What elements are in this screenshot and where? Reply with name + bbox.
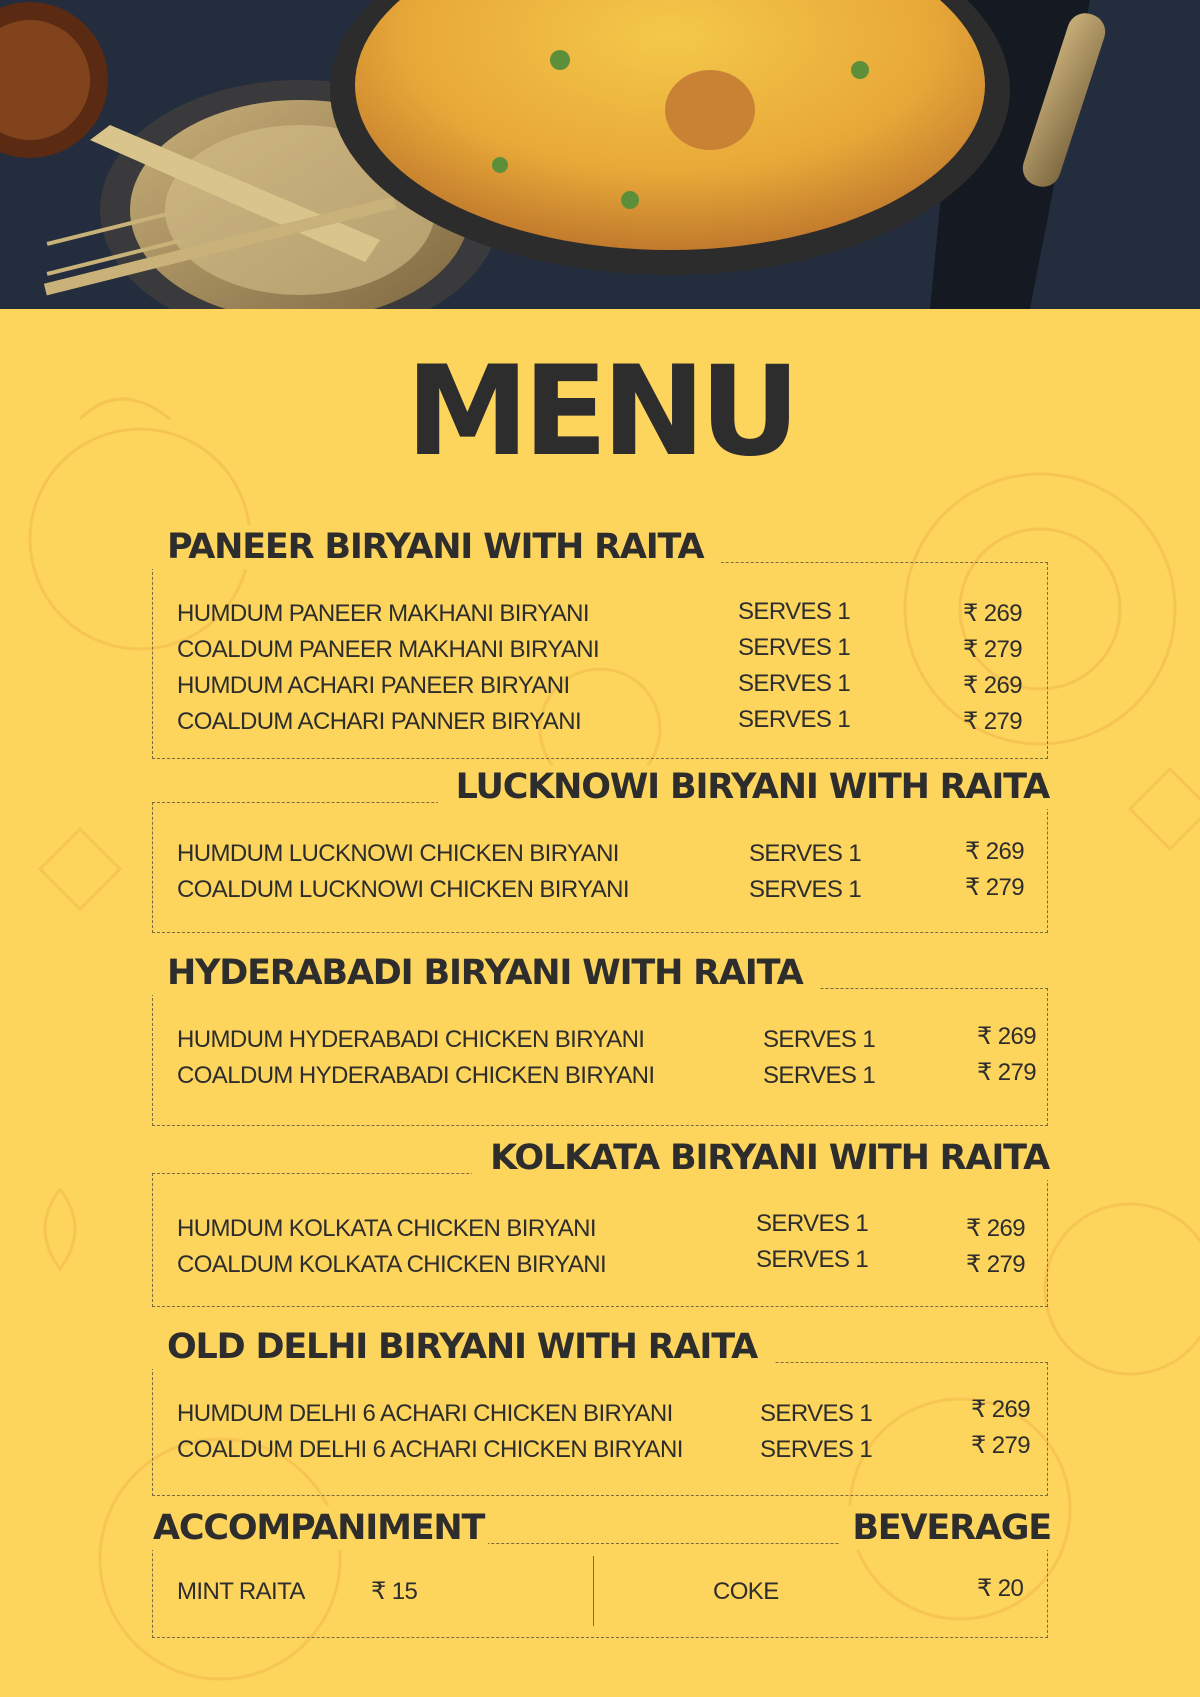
menu-item: [153, 1212, 1049, 1246]
beverage-item-price: ₹ 20: [977, 1575, 1024, 1602]
menu-item: [153, 1433, 1049, 1467]
item-serves: SERVES 1: [738, 634, 851, 661]
section-hyderabadi-biryani: [152, 953, 1048, 1126]
menu-item: [153, 1575, 1049, 1609]
item-price: ₹ 269: [966, 1215, 1025, 1242]
menu-item: [153, 1059, 1049, 1093]
menu-item: [153, 873, 1049, 907]
item-serves: SERVES 1: [738, 670, 851, 697]
item-serves: SERVES 1: [738, 706, 851, 733]
accompaniment-item-price: ₹ 15: [371, 1578, 418, 1605]
menu-item: [153, 1397, 1049, 1431]
beverage-title: BEVERAGE: [840, 1506, 1051, 1550]
menu-item: [153, 597, 1049, 631]
item-serves: SERVES 1: [763, 1026, 876, 1053]
section-title: LUCKNOWI BIRYANI WITH RAITA: [438, 765, 1059, 809]
item-price: ₹ 279: [977, 1059, 1036, 1086]
item-name: COALDUM HYDERABADI CHICKEN BIRYANI: [177, 1062, 655, 1089]
section-title: KOLKATA BIRYANI WITH RAITA: [472, 1136, 1059, 1180]
biryani-photo: [0, 0, 1200, 309]
item-name: COALDUM ACHARI PANNER BIRYANI: [177, 708, 582, 735]
item-price: ₹ 279: [963, 636, 1022, 663]
item-price: ₹ 269: [965, 838, 1024, 865]
menu-item: [153, 1248, 1049, 1282]
section-title: HYDERABADI BIRYANI WITH RAITA: [149, 951, 820, 995]
item-name: HUMDUM DELHI 6 ACHARI CHICKEN BIRYANI: [177, 1400, 673, 1427]
menu-item: [153, 1023, 1049, 1057]
item-name: COALDUM LUCKNOWI CHICKEN BIRYANI: [177, 876, 629, 903]
item-price: ₹ 279: [971, 1432, 1030, 1459]
accompaniment-title: ACCOMPANIMENT: [149, 1506, 488, 1550]
item-serves: SERVES 1: [738, 598, 851, 625]
item-serves: SERVES 1: [763, 1062, 876, 1089]
section-lucknowi-biryani: [152, 767, 1049, 933]
section-accompaniment-beverage: [152, 1508, 1051, 1638]
menu-item: [153, 705, 1049, 739]
section-title: PANEER BIRYANI WITH RAITA: [149, 525, 721, 569]
item-name: HUMDUM HYDERABADI CHICKEN BIRYANI: [177, 1026, 645, 1053]
item-price: ₹ 269: [977, 1023, 1036, 1050]
item-price: ₹ 269: [963, 672, 1022, 699]
item-serves: SERVES 1: [749, 840, 862, 867]
item-price: ₹ 279: [963, 708, 1022, 735]
item-name: HUMDUM LUCKNOWI CHICKEN BIRYANI: [177, 840, 619, 867]
beverage-item-name: COKE: [713, 1578, 779, 1605]
item-serves: SERVES 1: [760, 1436, 873, 1463]
section-paneer-biryani: [152, 527, 1048, 759]
item-name: COALDUM PANEER MAKHANI BIRYANI: [177, 636, 600, 663]
menu-title: MENU: [405, 340, 795, 484]
menu-item: [153, 669, 1049, 703]
item-name: COALDUM DELHI 6 ACHARI CHICKEN BIRYANI: [177, 1436, 683, 1463]
section-old-delhi-biryani: [152, 1327, 1048, 1496]
item-name: COALDUM KOLKATA CHICKEN BIRYANI: [177, 1251, 607, 1278]
item-serves: SERVES 1: [756, 1246, 869, 1273]
item-serves: SERVES 1: [756, 1210, 869, 1237]
section-title: OLD DELHI BIRYANI WITH RAITA: [149, 1325, 775, 1369]
item-price: ₹ 269: [963, 600, 1022, 627]
item-serves: SERVES 1: [760, 1400, 873, 1427]
section-kolkata-biryani: [152, 1138, 1049, 1307]
item-name: HUMDUM PANEER MAKHANI BIRYANI: [177, 600, 589, 627]
biryani-photo-illustration: [0, 0, 1200, 309]
item-price: ₹ 279: [965, 874, 1024, 901]
item-name: HUMDUM KOLKATA CHICKEN BIRYANI: [177, 1215, 596, 1242]
item-serves: SERVES 1: [749, 876, 862, 903]
item-price: ₹ 269: [971, 1396, 1030, 1423]
item-price: ₹ 279: [966, 1251, 1025, 1278]
menu-item: [153, 837, 1049, 871]
item-name: HUMDUM ACHARI PANEER BIRYANI: [177, 672, 570, 699]
menu-item: [153, 633, 1049, 667]
accompaniment-item-name: MINT RAITA: [177, 1578, 305, 1605]
